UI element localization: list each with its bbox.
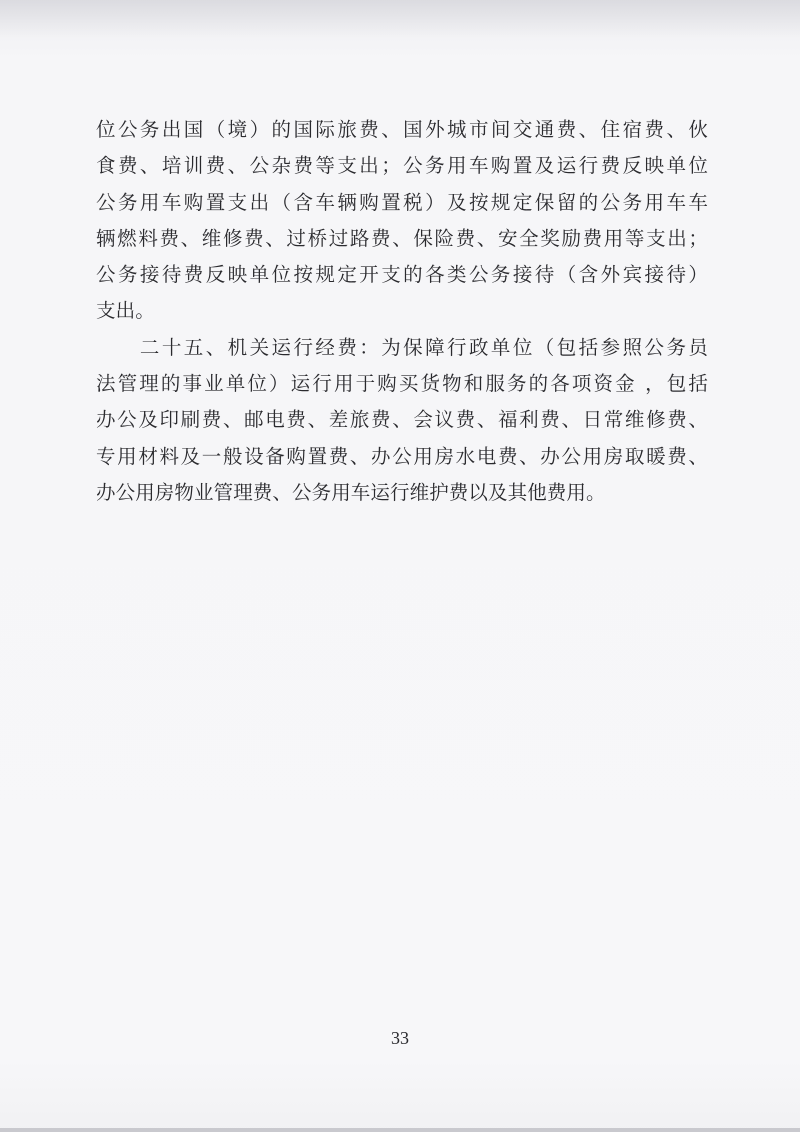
text-line-4: 辆燃料费、维修费、过桥过路费、保险费、安全奖励费用等支出； — [96, 226, 708, 250]
text-line-11: 办公用房物业管理费、公务用车运行维护费以及其他费用。 — [96, 480, 606, 504]
document-body — [96, 112, 708, 511]
text-line-8: 法管理的事业单位）运行用于购买货物和服务的各项资金 ，包括 — [96, 372, 708, 396]
scan-top-shadow — [0, 0, 800, 38]
text-line-9: 办公及印刷费、邮电费、差旅费、会议费、福利费、日常维修费、 — [96, 408, 708, 432]
text-line-7: 二十五、机关运行经费：为保障行政单位（包括参照公务员 — [96, 335, 708, 359]
page-number: 33 — [391, 1028, 409, 1048]
scan-bottom-edge — [0, 1128, 800, 1132]
text-line-6: 支出。 — [96, 299, 155, 323]
text-line-1: 位公务出国（境）的国际旅费、国外城市间交通费、住宿费、伙 — [96, 118, 708, 141]
text-line-5: 公务接待费反映单位按规定开支的各类公务接待（含外宾接待） — [96, 263, 708, 287]
text-line-3: 公务用车购置支出（含车辆购置税）及按规定保留的公务用车车 — [96, 190, 708, 214]
text-line-2: 食费、培训费、公杂费等支出；公务用车购置及运行费反映单位 — [96, 154, 708, 178]
text-line-10: 专用材料及一般设备购置费、办公用房水电费、办公用房取暖费、 — [96, 444, 708, 468]
